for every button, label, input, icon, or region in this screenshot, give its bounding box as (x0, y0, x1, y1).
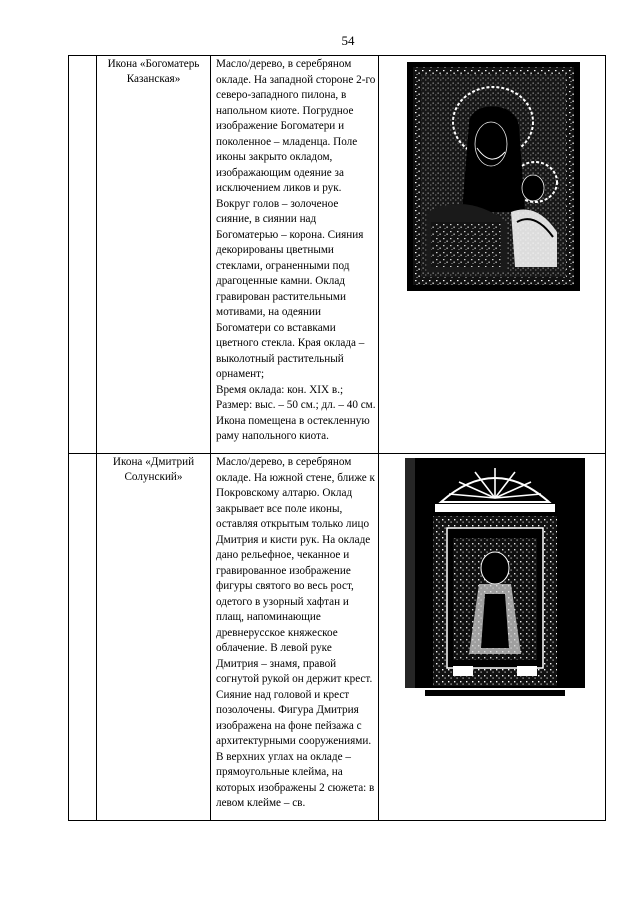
number-cell (69, 454, 97, 821)
description-dating: Время оклада: кон. XIX в.; (216, 383, 344, 396)
icon-description-cell (211, 454, 379, 821)
image-cell (379, 56, 606, 454)
description-text: Масло/дерево, в серебряном окладе. На западной стороне 2-го северо-западного пилона, в напольном киоте. Погрудное изображение Богоматери и поколенное – младенца. Поле иконы закрыто окладом, изображающим одеяние за исключением ликов и рук. Вокруг голов – золоченое сияние, в сиянии над Богоматерью – корона. Сияния декорированы цветными стеклами, ограненными под драгоценные камни. Оклад гравирован растительными мотивами, на одеянии Богоматери со вставками цветного стекла. Края оклада – выколотный растительный орнамент; (216, 58, 376, 380)
icon-description-cell (211, 56, 379, 454)
demetrius-of-thessaloniki-photo-icon (405, 458, 585, 702)
page-number: 54 (341, 33, 355, 48)
kazan-mother-of-god-photo-icon (407, 62, 580, 291)
image-cell (379, 454, 606, 821)
table-row (69, 56, 606, 454)
icon-name-cell: Икона «Дмитрий Солунский» (97, 454, 211, 821)
description-text: Масло/дерево, в серебряном окладе. На южной стене, ближе к Покровскому алтарю. Оклад закрывает все поле иконы, оставляя открытым только лицо Дмитрия и кисти рук. На окладе дано рельефное, чеканное и гравированное изображение фигуры святого во весь рост, одетого в узорный хафтан и плащ, напоминающие древнерусское княжеское облачение. В левой руке Дмитрия – знамя, правой согнутой рукой он держит крест. Сияние над головой и крест позолочены. Фигура Дмитрия изображена на фоне пейзажа с архитектурными сооружениями. В верхних углах на окладе – прямоугольные клейма, на которых изображены 2 сюжета: в левом клейме – св. (216, 456, 375, 809)
description-placement: Икона помещена в остекленную раму напольного киота. (216, 414, 370, 442)
table-row (69, 454, 606, 821)
icon-name-cell: Икона «Богоматерь Казанская» (97, 56, 211, 454)
description-size: Размер: выс. – 50 см.; дл. – 40 см. (216, 399, 376, 411)
number-cell (69, 56, 97, 454)
icon-catalog-table (68, 55, 606, 821)
